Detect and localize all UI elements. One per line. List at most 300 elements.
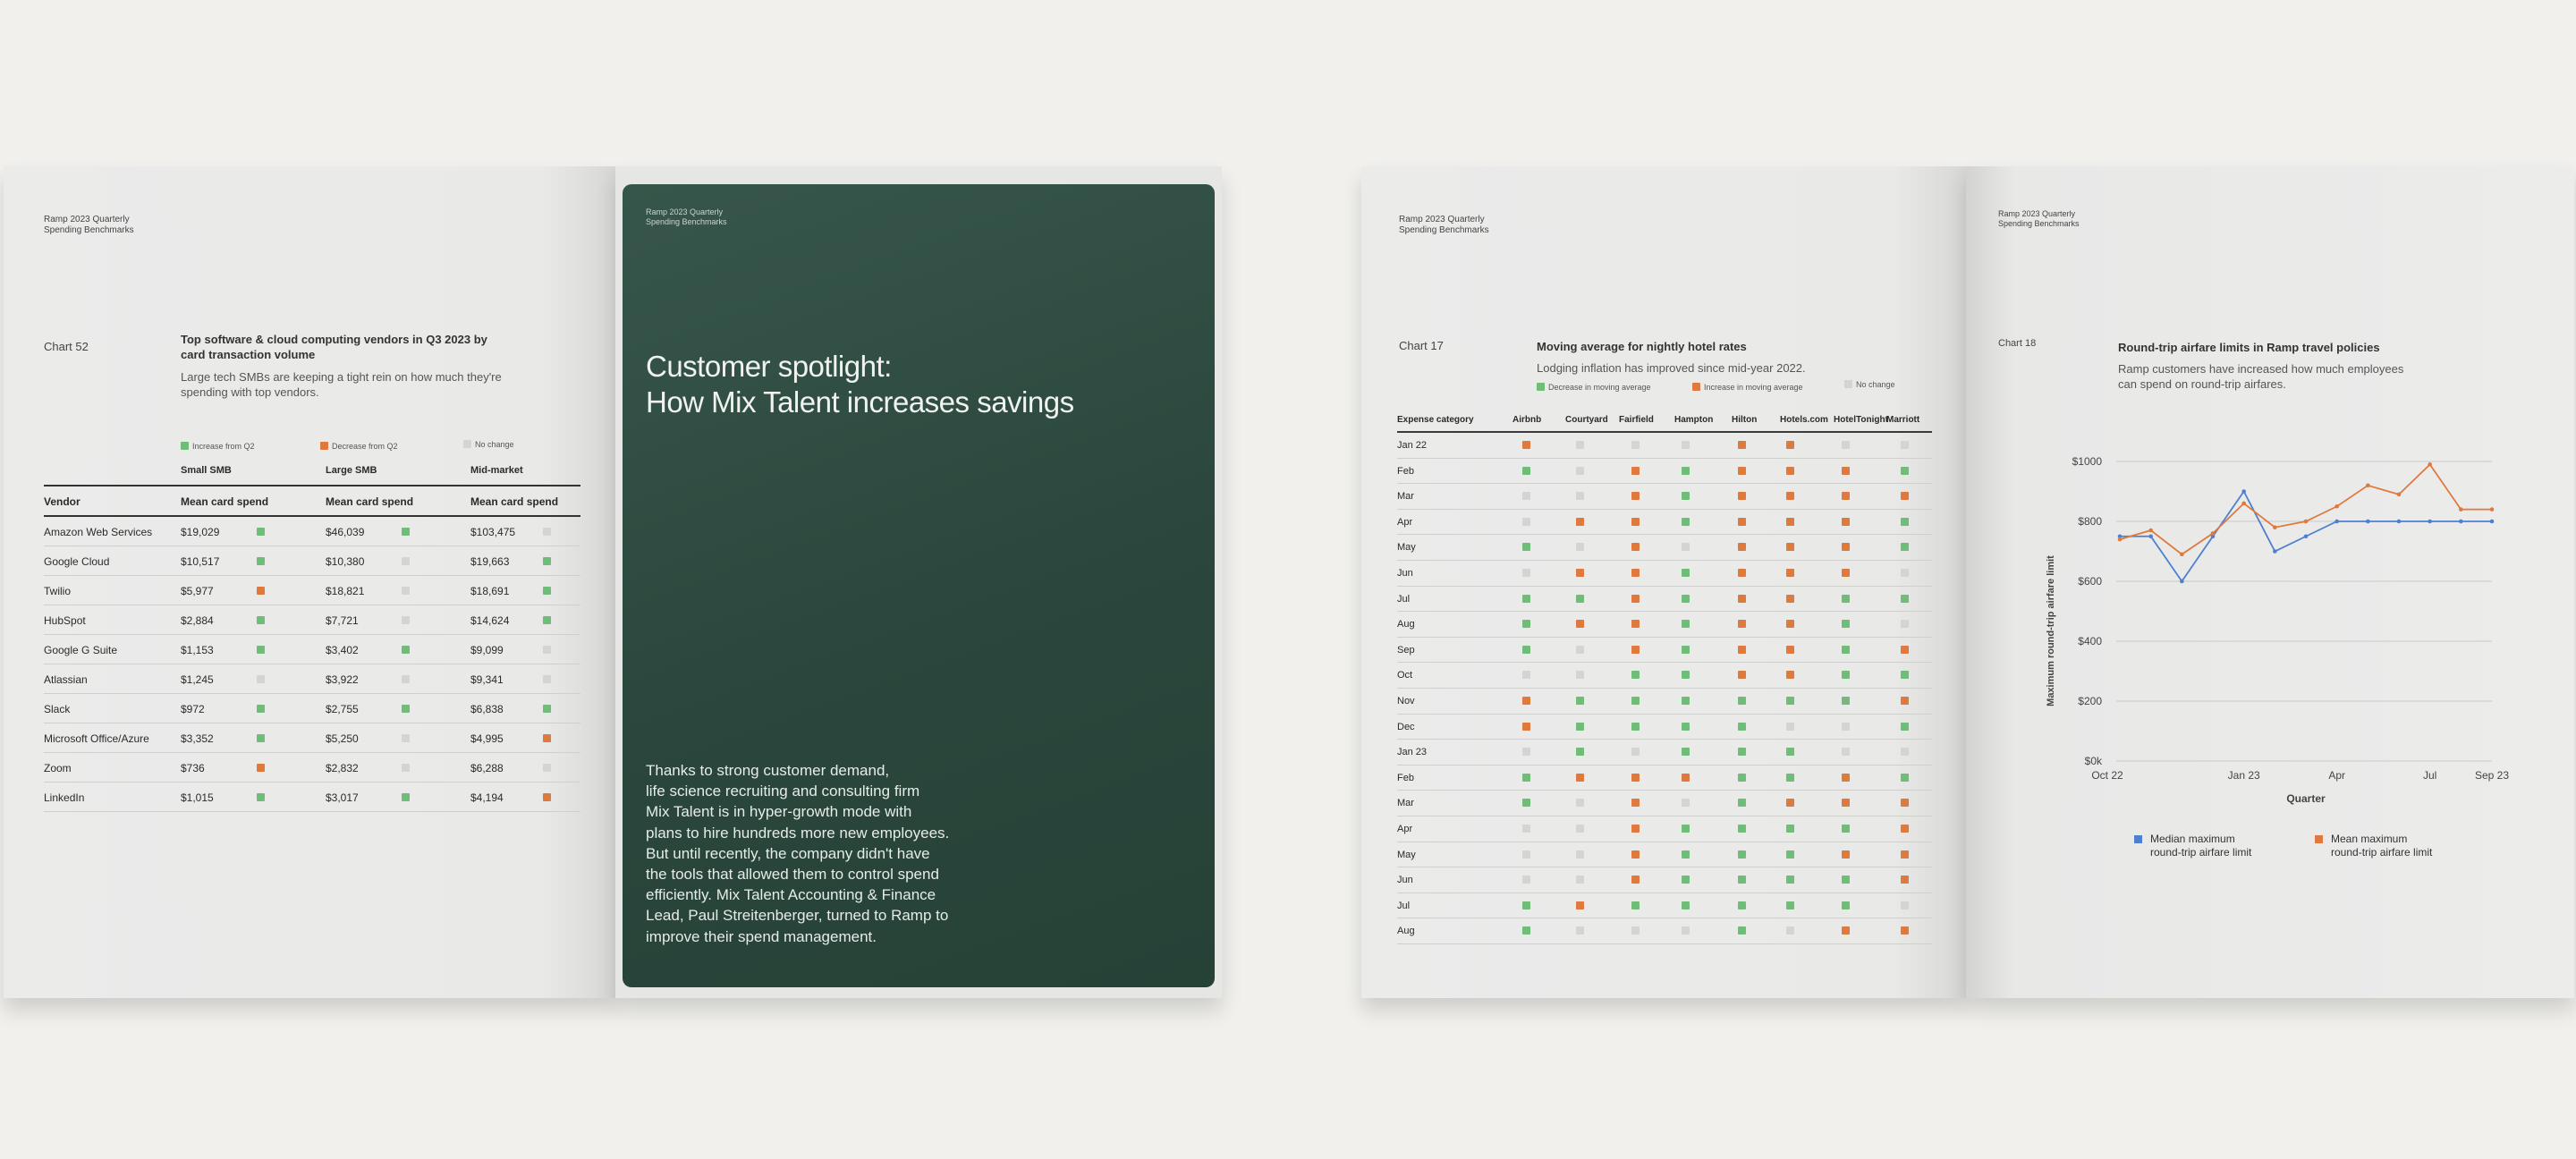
change-indicator bbox=[1576, 518, 1584, 526]
change-indicator bbox=[1682, 441, 1690, 449]
month-label: Jun bbox=[1397, 567, 1413, 579]
legend-label: Mean maximum bbox=[2331, 833, 2408, 845]
change-indicator bbox=[1522, 569, 1530, 577]
month-label: Sep bbox=[1397, 644, 1415, 656]
body-line: Thanks to strong customer demand, bbox=[646, 762, 890, 779]
change-indicator bbox=[1522, 518, 1530, 526]
headline-line: Customer spotlight: bbox=[646, 350, 892, 383]
change-indicator bbox=[1842, 799, 1850, 807]
change-indicator bbox=[1738, 748, 1746, 756]
month-label: May bbox=[1397, 849, 1416, 860]
column-header: HotelTonight bbox=[1834, 415, 1888, 425]
change-indicator bbox=[1631, 901, 1640, 909]
change-indicator bbox=[1842, 774, 1850, 782]
change-indicator bbox=[1842, 901, 1850, 909]
change-indicator bbox=[1842, 697, 1850, 705]
mean-card-spend: $9,099 bbox=[470, 644, 504, 656]
table-row bbox=[44, 517, 580, 546]
month-label: Mar bbox=[1397, 491, 1414, 503]
change-indicator bbox=[1522, 646, 1530, 654]
change-indicator bbox=[1786, 646, 1794, 654]
spotlight-body bbox=[646, 760, 949, 947]
change-indicator bbox=[1522, 620, 1530, 628]
data-point bbox=[2148, 534, 2153, 538]
change-indicator bbox=[543, 734, 551, 742]
vendor-name: LinkedIn bbox=[44, 791, 85, 804]
header-line: Spending Benchmarks bbox=[646, 217, 727, 226]
change-indicator bbox=[543, 587, 551, 595]
change-indicator bbox=[1842, 543, 1850, 551]
table-row bbox=[44, 635, 580, 664]
change-indicator bbox=[1682, 774, 1690, 782]
change-indicator bbox=[1576, 620, 1584, 628]
table-row bbox=[1397, 638, 1932, 664]
month-label: Jan 23 bbox=[1397, 747, 1428, 758]
vendor-table bbox=[44, 461, 580, 812]
change-indicator bbox=[1522, 441, 1530, 449]
table-row bbox=[44, 783, 580, 812]
spotlight-page bbox=[615, 166, 1222, 998]
change-indicator bbox=[1631, 799, 1640, 807]
change-indicator bbox=[402, 705, 410, 713]
group-large-smb: Large SMB bbox=[326, 465, 377, 476]
column-header: Mean card spend bbox=[181, 495, 269, 508]
mean-card-spend: $736 bbox=[181, 762, 205, 774]
right-spread bbox=[1361, 166, 2574, 998]
mean-card-spend: $7,721 bbox=[326, 614, 359, 627]
month-label: Dec bbox=[1397, 721, 1415, 732]
table-row bbox=[1397, 740, 1932, 766]
data-point bbox=[2118, 537, 2123, 542]
change-indicator bbox=[1682, 543, 1690, 551]
change-indicator bbox=[1682, 595, 1690, 603]
mean-card-spend: $1,015 bbox=[181, 791, 214, 804]
table-row bbox=[1397, 510, 1932, 536]
chart-number: Chart 18 bbox=[1998, 338, 2037, 349]
mean-card-spend: $6,288 bbox=[470, 762, 504, 774]
change-indicator bbox=[1738, 876, 1746, 884]
body-line: plans to hire hundreds more new employees. bbox=[646, 824, 950, 842]
change-indicator bbox=[1786, 543, 1794, 551]
legend-swatch bbox=[2315, 835, 2323, 843]
table-row bbox=[1397, 766, 1932, 791]
data-point bbox=[2273, 549, 2277, 554]
change-indicator bbox=[1842, 646, 1850, 654]
body-line: life science recruiting and consulting firm bbox=[646, 783, 920, 800]
change-indicator bbox=[543, 646, 551, 654]
change-indicator bbox=[1682, 620, 1690, 628]
change-indicator bbox=[402, 646, 410, 654]
change-indicator bbox=[1682, 467, 1690, 475]
data-point bbox=[2366, 520, 2370, 524]
table-row bbox=[1397, 433, 1932, 459]
legend-decrease: Decrease in moving average bbox=[1537, 382, 1651, 392]
table-row bbox=[1397, 715, 1932, 740]
change-indicator bbox=[1842, 492, 1850, 500]
legend-swatch bbox=[2134, 835, 2142, 843]
change-indicator bbox=[1786, 467, 1794, 475]
change-indicator bbox=[1786, 901, 1794, 909]
mean-card-spend: $18,821 bbox=[326, 585, 365, 597]
body-line: improve their spend management. bbox=[646, 927, 877, 945]
change-indicator bbox=[257, 793, 265, 801]
month-label: Jan 22 bbox=[1397, 440, 1428, 451]
data-point bbox=[2397, 520, 2402, 524]
change-indicator bbox=[1901, 876, 1909, 884]
data-point bbox=[2428, 462, 2432, 467]
chart-subtitle: Lodging inflation has improved since mid-year 2022. bbox=[1537, 361, 1806, 375]
mean-card-spend: $5,250 bbox=[326, 732, 359, 745]
body-line: But until recently, the company didn't have bbox=[646, 844, 930, 862]
chart-number: Chart 17 bbox=[1399, 339, 1444, 352]
data-point bbox=[2459, 507, 2463, 512]
change-indicator bbox=[1631, 876, 1640, 884]
change-indicator bbox=[1901, 723, 1909, 731]
change-indicator bbox=[257, 705, 265, 713]
change-indicator bbox=[1631, 543, 1640, 551]
legend-increase: Increase in moving average bbox=[1692, 382, 1803, 392]
change-indicator bbox=[1682, 671, 1690, 679]
change-indicator bbox=[1842, 569, 1850, 577]
change-indicator bbox=[1631, 518, 1640, 526]
change-indicator bbox=[1901, 697, 1909, 705]
legend-nochange: No change bbox=[1844, 379, 1895, 389]
page-header bbox=[44, 215, 134, 236]
page-header bbox=[1399, 215, 1489, 236]
change-indicator bbox=[1901, 441, 1909, 449]
y-tick-label: $0k bbox=[2084, 755, 2102, 767]
change-indicator bbox=[1901, 467, 1909, 475]
change-indicator bbox=[1682, 876, 1690, 884]
change-indicator bbox=[1576, 850, 1584, 859]
chart-title: Round-trip airfare limits in Ramp travel policies bbox=[2118, 341, 2380, 354]
change-indicator bbox=[1786, 774, 1794, 782]
change-indicator bbox=[1631, 723, 1640, 731]
body-line: Mix Talent is in hyper-growth mode with bbox=[646, 803, 912, 821]
header-line: Spending Benchmarks bbox=[1399, 225, 1489, 235]
change-indicator bbox=[257, 734, 265, 742]
body-line: efficiently. Mix Talent Accounting & Finance bbox=[646, 886, 936, 904]
mean-card-spend: $3,017 bbox=[326, 791, 359, 804]
change-indicator bbox=[257, 557, 265, 565]
change-indicator bbox=[1522, 825, 1530, 833]
change-indicator bbox=[1738, 492, 1746, 500]
change-indicator bbox=[1631, 697, 1640, 705]
body-line: the tools that allowed them to control spend bbox=[646, 866, 939, 884]
table-row bbox=[1397, 587, 1932, 613]
table-row bbox=[44, 546, 580, 576]
column-header: Fairfield bbox=[1619, 415, 1654, 425]
header-line: Spending Benchmarks bbox=[1998, 219, 2080, 228]
data-point bbox=[2304, 520, 2309, 524]
change-indicator bbox=[1631, 646, 1640, 654]
data-point bbox=[2241, 502, 2246, 506]
change-indicator bbox=[402, 764, 410, 772]
change-indicator bbox=[1576, 646, 1584, 654]
change-indicator bbox=[1576, 825, 1584, 833]
change-indicator bbox=[1631, 467, 1640, 475]
change-indicator bbox=[1738, 646, 1746, 654]
change-indicator bbox=[257, 675, 265, 683]
change-indicator bbox=[402, 675, 410, 683]
mean-card-spend: $103,475 bbox=[470, 526, 516, 538]
change-indicator bbox=[1786, 620, 1794, 628]
table-row bbox=[1397, 689, 1932, 715]
x-tick-label: Jan 23 bbox=[2227, 769, 2260, 782]
header-line: Ramp 2023 Quarterly bbox=[1998, 209, 2076, 218]
table-row bbox=[1397, 893, 1932, 919]
change-indicator bbox=[1576, 774, 1584, 782]
change-indicator bbox=[1631, 569, 1640, 577]
change-indicator bbox=[1901, 850, 1909, 859]
change-indicator bbox=[1786, 926, 1794, 935]
table-row bbox=[1397, 561, 1932, 587]
change-indicator bbox=[543, 557, 551, 565]
change-indicator bbox=[1682, 926, 1690, 935]
change-indicator bbox=[1738, 825, 1746, 833]
change-indicator bbox=[1576, 543, 1584, 551]
mean-card-spend: $4,194 bbox=[470, 791, 504, 804]
change-indicator bbox=[1631, 774, 1640, 782]
x-tick-label: Oct 22 bbox=[2091, 769, 2123, 782]
change-indicator bbox=[402, 734, 410, 742]
mean-card-spend: $14,624 bbox=[470, 614, 510, 627]
group-small-smb: Small SMB bbox=[181, 465, 232, 476]
vendor-name: HubSpot bbox=[44, 614, 86, 627]
vendor-chart-page bbox=[4, 166, 615, 998]
change-indicator bbox=[1901, 799, 1909, 807]
vendor-name: Twilio bbox=[44, 585, 72, 597]
group-mid-market: Mid-market bbox=[470, 465, 523, 476]
header-line: Ramp 2023 Quarterly bbox=[646, 207, 724, 216]
change-indicator bbox=[1576, 671, 1584, 679]
change-indicator bbox=[543, 793, 551, 801]
vendor-name: Amazon Web Services bbox=[44, 526, 153, 538]
change-indicator bbox=[1786, 697, 1794, 705]
column-header: Mean card spend bbox=[470, 495, 559, 508]
change-indicator bbox=[1901, 774, 1909, 782]
mean-card-spend: $5,977 bbox=[181, 585, 214, 597]
data-point bbox=[2211, 531, 2216, 536]
column-header: Airbnb bbox=[1513, 415, 1542, 425]
change-indicator bbox=[1842, 441, 1850, 449]
change-indicator bbox=[1901, 543, 1909, 551]
x-tick-label: Sep 23 bbox=[2474, 769, 2510, 782]
change-indicator bbox=[1738, 569, 1746, 577]
change-indicator bbox=[1738, 697, 1746, 705]
change-indicator bbox=[1901, 646, 1909, 654]
x-axis-label: Quarter bbox=[2286, 792, 2326, 805]
data-point bbox=[2304, 534, 2309, 538]
change-indicator bbox=[1522, 595, 1530, 603]
mean-card-spend: $972 bbox=[181, 703, 205, 715]
change-indicator bbox=[1738, 518, 1746, 526]
change-indicator bbox=[257, 616, 265, 624]
table-row bbox=[1397, 612, 1932, 638]
change-indicator bbox=[1786, 723, 1794, 731]
mean-card-spend: $1,245 bbox=[181, 673, 214, 686]
table-row bbox=[1397, 791, 1932, 816]
left-spread bbox=[4, 166, 1222, 998]
change-indicator bbox=[543, 528, 551, 536]
change-indicator bbox=[1576, 492, 1584, 500]
change-indicator bbox=[1682, 646, 1690, 654]
change-indicator bbox=[1576, 723, 1584, 731]
change-indicator bbox=[1522, 748, 1530, 756]
change-indicator bbox=[1682, 569, 1690, 577]
change-indicator bbox=[1682, 723, 1690, 731]
month-label: Oct bbox=[1397, 670, 1413, 681]
change-indicator bbox=[1901, 595, 1909, 603]
month-label: Aug bbox=[1397, 926, 1415, 937]
month-label: Apr bbox=[1397, 823, 1413, 834]
mean-card-spend: $46,039 bbox=[326, 526, 365, 538]
chart-number: Chart 52 bbox=[44, 340, 89, 353]
vendor-name: Atlassian bbox=[44, 673, 88, 686]
data-point bbox=[2366, 484, 2370, 488]
change-indicator bbox=[1842, 926, 1850, 935]
change-indicator bbox=[1901, 748, 1909, 756]
mean-card-spend: $10,517 bbox=[181, 555, 220, 568]
legend-increase: Increase from Q2 bbox=[181, 441, 255, 451]
change-indicator bbox=[1576, 467, 1584, 475]
month-label: Feb bbox=[1397, 772, 1414, 783]
change-indicator bbox=[543, 616, 551, 624]
change-indicator bbox=[543, 705, 551, 713]
column-header: Marriott bbox=[1886, 415, 1920, 425]
change-indicator bbox=[1842, 850, 1850, 859]
change-indicator bbox=[402, 557, 410, 565]
change-indicator bbox=[1901, 518, 1909, 526]
mean-card-spend: $3,402 bbox=[326, 644, 359, 656]
hotel-table bbox=[1397, 410, 1932, 944]
change-indicator bbox=[257, 764, 265, 772]
airfare-line-chart bbox=[1966, 166, 2574, 998]
airfare-chart-page bbox=[1966, 166, 2574, 998]
mean-card-spend: $19,663 bbox=[470, 555, 510, 568]
mean-card-spend: $9,341 bbox=[470, 673, 504, 686]
change-indicator bbox=[543, 675, 551, 683]
legend-label: Median maximum bbox=[2150, 833, 2235, 845]
month-label: Feb bbox=[1397, 465, 1414, 477]
month-label: Jun bbox=[1397, 875, 1413, 886]
change-indicator bbox=[1576, 569, 1584, 577]
table-row bbox=[1397, 484, 1932, 510]
change-indicator bbox=[1901, 901, 1909, 909]
change-indicator bbox=[1786, 825, 1794, 833]
change-indicator bbox=[1738, 595, 1746, 603]
x-tick-label: Jul bbox=[2422, 769, 2437, 782]
change-indicator bbox=[1901, 671, 1909, 679]
data-point bbox=[2490, 520, 2495, 524]
y-tick-label: $600 bbox=[2078, 575, 2102, 588]
change-indicator bbox=[402, 616, 410, 624]
change-indicator bbox=[1522, 774, 1530, 782]
data-point bbox=[2180, 580, 2184, 584]
change-indicator bbox=[402, 587, 410, 595]
body-line: Lead, Paul Streitenberger, turned to Ramp to bbox=[646, 907, 949, 925]
mean-card-spend: $3,352 bbox=[181, 732, 214, 745]
change-indicator bbox=[1738, 901, 1746, 909]
change-indicator bbox=[1576, 799, 1584, 807]
change-indicator bbox=[257, 587, 265, 595]
change-indicator bbox=[1786, 850, 1794, 859]
mean-card-spend: $3,922 bbox=[326, 673, 359, 686]
legend-decrease: Decrease from Q2 bbox=[320, 441, 398, 451]
column-header: Courtyard bbox=[1565, 415, 1608, 425]
change-indicator bbox=[1842, 825, 1850, 833]
table-row bbox=[44, 664, 580, 694]
table-row bbox=[1397, 918, 1932, 944]
change-indicator bbox=[1522, 876, 1530, 884]
change-indicator bbox=[1738, 620, 1746, 628]
change-indicator bbox=[543, 764, 551, 772]
spotlight-headline bbox=[646, 349, 1074, 420]
change-indicator bbox=[1786, 595, 1794, 603]
change-indicator bbox=[1522, 492, 1530, 500]
y-axis-label: Maximum round-trip airfare limit bbox=[2046, 555, 2056, 706]
column-header: Hilton bbox=[1732, 415, 1758, 425]
change-indicator bbox=[1631, 595, 1640, 603]
month-label: Mar bbox=[1397, 798, 1414, 809]
change-indicator bbox=[1901, 825, 1909, 833]
change-indicator bbox=[1842, 723, 1850, 731]
change-indicator bbox=[1786, 876, 1794, 884]
change-indicator bbox=[1786, 518, 1794, 526]
change-indicator bbox=[1522, 543, 1530, 551]
change-indicator bbox=[1786, 441, 1794, 449]
vendor-name: Google Cloud bbox=[44, 555, 110, 568]
mean-card-spend: $10,380 bbox=[326, 555, 365, 568]
data-point bbox=[2490, 507, 2495, 512]
change-indicator bbox=[402, 528, 410, 536]
data-point bbox=[2459, 520, 2463, 524]
table-row bbox=[44, 694, 580, 723]
change-indicator bbox=[1786, 748, 1794, 756]
y-tick-label: $1000 bbox=[2072, 455, 2102, 468]
change-indicator bbox=[1842, 876, 1850, 884]
vendor-name: Zoom bbox=[44, 762, 72, 774]
vendor-name: Slack bbox=[44, 703, 71, 715]
hotel-chart-page bbox=[1361, 166, 1966, 998]
table-row bbox=[1397, 535, 1932, 561]
data-point bbox=[2241, 489, 2246, 494]
chart-title: Top software & cloud computing vendors in Q3 2023 by card transaction volume bbox=[181, 333, 487, 361]
series-line-mean bbox=[2120, 464, 2492, 554]
change-indicator bbox=[1631, 671, 1640, 679]
change-indicator bbox=[1522, 467, 1530, 475]
change-indicator bbox=[1682, 901, 1690, 909]
subtitle-line: can spend on round-trip airfares. bbox=[2118, 377, 2286, 391]
change-indicator bbox=[1842, 595, 1850, 603]
change-indicator bbox=[1786, 799, 1794, 807]
y-tick-label: $800 bbox=[2078, 515, 2102, 528]
change-indicator bbox=[402, 793, 410, 801]
header-line: Ramp 2023 Quarterly bbox=[44, 215, 130, 224]
change-indicator bbox=[1576, 441, 1584, 449]
headline-line: How Mix Talent increases savings bbox=[646, 385, 1074, 419]
legend-label: round-trip airfare limit bbox=[2331, 846, 2433, 859]
chart-subtitle: Large tech SMBs are keeping a tight rein on how much they're spending with top vendors. bbox=[181, 370, 502, 399]
change-indicator bbox=[257, 528, 265, 536]
mean-card-spend: $19,029 bbox=[181, 526, 220, 538]
change-indicator bbox=[1786, 569, 1794, 577]
change-indicator bbox=[1682, 518, 1690, 526]
vendor-name: Microsoft Office/Azure bbox=[44, 732, 149, 745]
change-indicator bbox=[1576, 876, 1584, 884]
header-line: Spending Benchmarks bbox=[44, 225, 134, 235]
change-indicator bbox=[1522, 671, 1530, 679]
